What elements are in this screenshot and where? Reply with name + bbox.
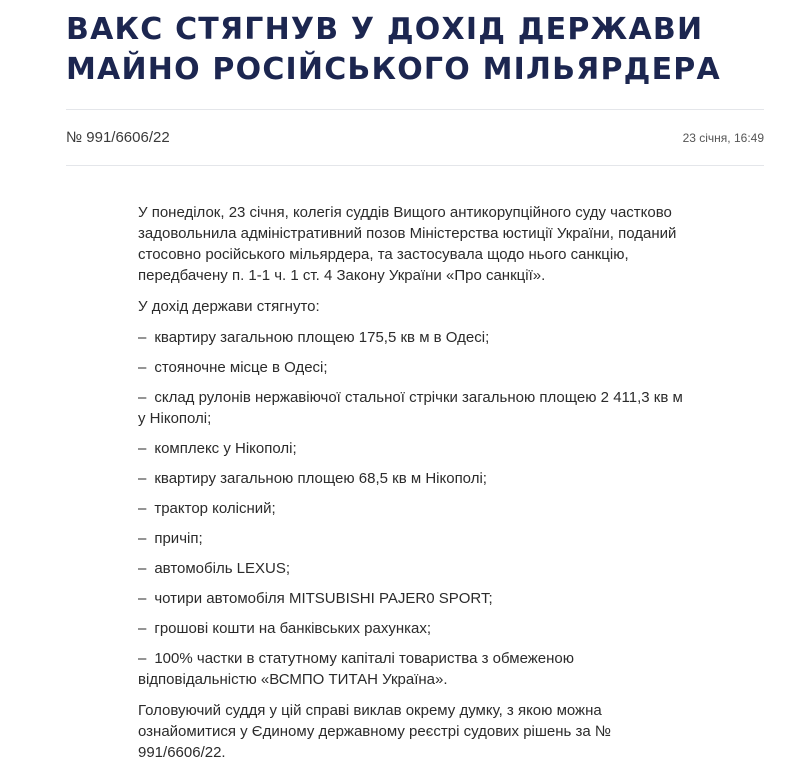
- dash-marker: –: [138, 560, 147, 577]
- list-item-text: чотири автомобіля MITSUBISHI PAJER0 SPORT;: [154, 590, 493, 607]
- list-item: [138, 528, 686, 549]
- list-lead: У дохід держави стягнуто:: [138, 298, 320, 315]
- article-headline: ВАКС СТЯГНУВ У ДОХІД ДЕРЖАВИ МАЙНО РОСІЙСЬКОГО МІЛЬЯРДЕРА: [66, 12, 721, 87]
- list-item: [138, 618, 686, 639]
- dash-marker: –: [138, 470, 147, 487]
- list-item: [138, 468, 686, 489]
- list-item-text: квартиру загальною площею 175,5 кв м в Одесі;: [154, 329, 490, 346]
- list-item-text: трактор колісний;: [154, 500, 276, 517]
- dash-marker: –: [138, 500, 147, 517]
- list-item: [138, 357, 686, 378]
- dash-marker: –: [138, 590, 147, 607]
- list-item: [138, 588, 686, 609]
- list-item-text: грошові кошти на банківських рахунках;: [154, 620, 432, 637]
- list-item-text: склад рулонів нержавіючої стальної стрічки загальною площею 2 411,3 кв м у Нікополі;: [138, 389, 683, 427]
- publish-timestamp: 23 січня, 16:49: [682, 131, 764, 145]
- dash-marker: –: [138, 389, 147, 406]
- article-intro: У понеділок, 23 січня, колегія суддів Вищого антикорупційного суду частково задовольнила адміністративний позов Міністерства юстиції України, поданий стосовно російського мільярдера, та застосувала щодо нього санкцію, передбачену п. 1-1 ч. 1 ст. 4 Закону України «Про санкції».: [138, 204, 677, 284]
- list-item: [138, 387, 686, 429]
- list-item-text: автомобіль LEXUS;: [154, 560, 291, 577]
- dash-marker: –: [138, 650, 147, 667]
- dash-marker: –: [138, 620, 147, 637]
- list-item-text: 100% частки в статутному капіталі товариства з обмеженою відповідальністю «ВСМПО ТИТАН Україна».: [138, 650, 575, 688]
- list-item: [138, 327, 686, 348]
- list-item-text: причіп;: [154, 530, 203, 547]
- case-number: № 991/6606/22: [66, 129, 170, 146]
- list-item: [138, 438, 686, 459]
- list-item: [138, 648, 686, 690]
- divider-top: [66, 109, 764, 110]
- divider-bottom: [66, 165, 764, 166]
- dash-marker: –: [138, 440, 147, 457]
- list-item: [138, 498, 686, 519]
- list-item-text: квартиру загальною площею 68,5 кв м Нікополі;: [154, 470, 487, 487]
- dash-marker: –: [138, 329, 147, 346]
- article-closing: Головуючий суддя у цій справі виклав окрему думку, з якою можна ознайомитися у Єдиному державному реєстрі судових рішень за № 991/6606/22.: [138, 702, 611, 761]
- dash-marker: –: [138, 359, 147, 376]
- confiscated-assets-list: [138, 327, 686, 690]
- article-body: [138, 202, 686, 773]
- list-item-text: комплекс у Нікополі;: [154, 440, 297, 457]
- dash-marker: –: [138, 530, 147, 547]
- list-item-text: стояночне місце в Одесі;: [154, 359, 328, 376]
- list-item: [138, 558, 686, 579]
